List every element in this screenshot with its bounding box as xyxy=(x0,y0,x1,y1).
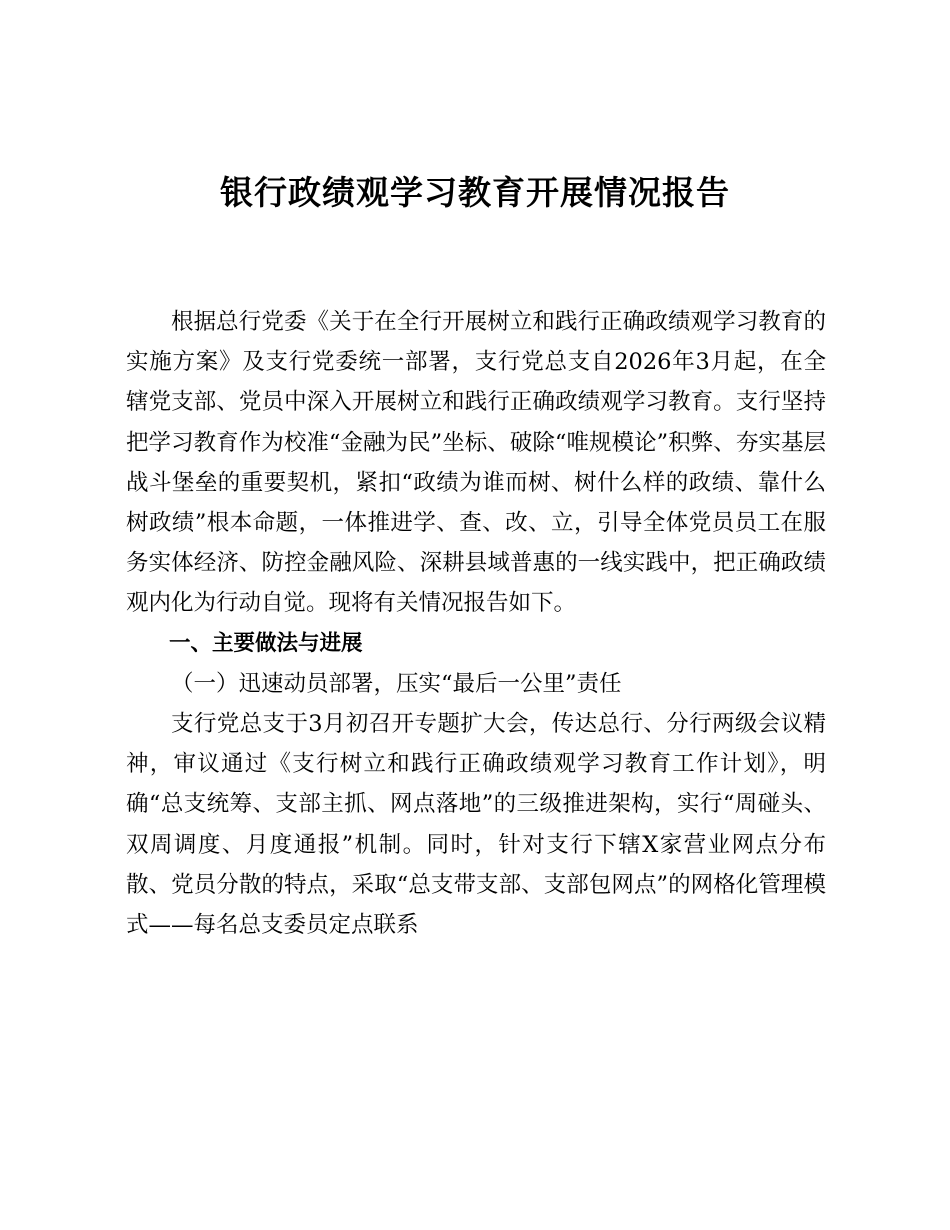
section-heading: 一、主要做法与进展 xyxy=(169,630,363,656)
subsection-paragraph: 支行党总支于3月初召开专题扩大会，传达总行、分行两级会议精神，审议通过《支行树立和践行正确政绩观学习教育工作计划》，明确“总支统筹、支部主抓、网点落地”的三级推进架构，实行“周碰头、双周调度、月度通报”机制。同时，针对支行下辖X家营业网点分布散、党员分散的特点，采取“总支带支部、支部包网点”的网格化管理模式——每名总支委员定点联系 xyxy=(126,711,826,939)
document-title: 银行政绩观学习教育开展情况报告 xyxy=(220,173,730,212)
document-body xyxy=(126,302,826,945)
intro-paragraph: 根据总行党委《关于在全行开展树立和践行正确政绩观学习教育的实施方案》及支行党委统一部署，支行党总支自2026年3月起，在全辖党支部、党员中深入开展树立和践行正确政绩观学习教育。支行坚持把学习教育作为校准“金融为民”坐标、破除“唯规模论”积弊、夯实基层战斗堡垒的重要契机，紧扣“政绩为谁而树、树什么样的政绩、靠什么树政绩”根本命题，一体推进学、查、改、立，引导全体党员员工在服务实体经济、防控金融风险、深耕县域普惠的一线实践中，把正确政绩观内化为行动自觉。现将有关情况报告如下。 xyxy=(126,309,826,617)
subsection-heading: （一）迅速动员部署，压实“最后一公里”责任 xyxy=(171,670,622,697)
